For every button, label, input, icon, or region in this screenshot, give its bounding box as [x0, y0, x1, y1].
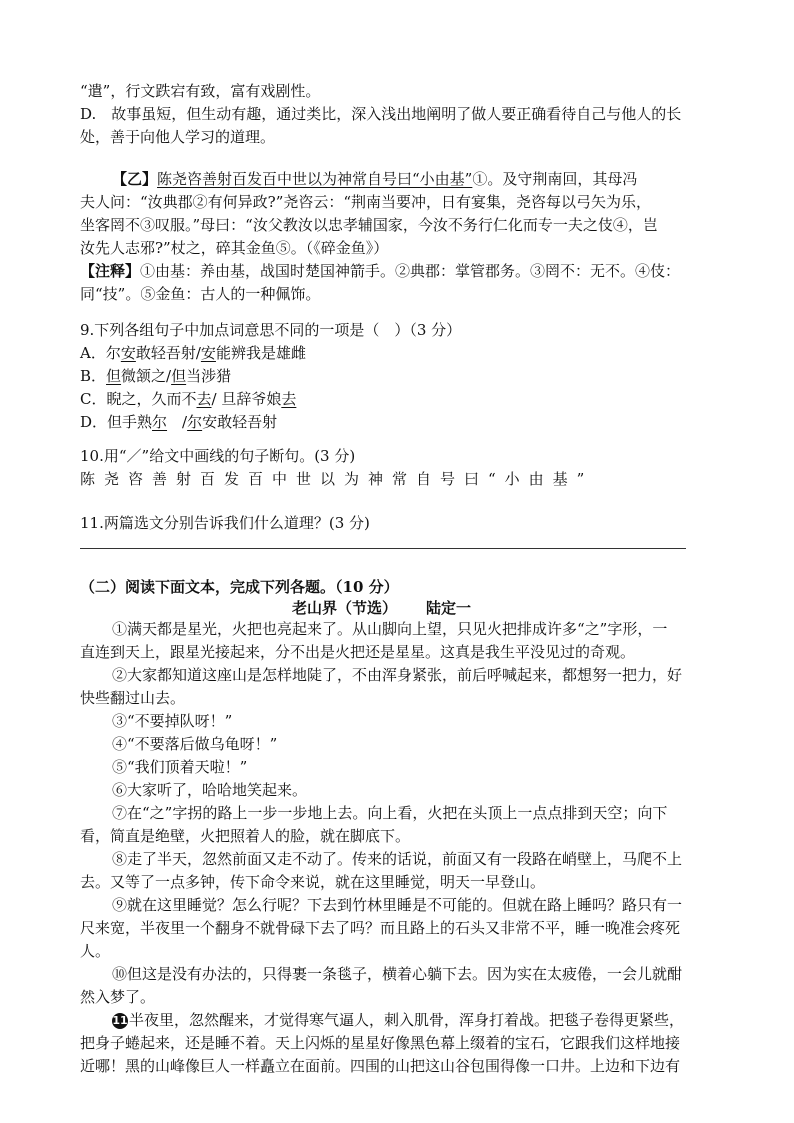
passage-yi-line1-rest: ①。及守荆南回，其母冯: [472, 170, 638, 188]
para10-line1: ⑩但这是没有办法的，只得裹一条毯子，横着心躺下去。因为实在太疲倦，一会儿就酣: [112, 965, 683, 983]
notes-label: 【注释】: [80, 262, 141, 280]
q9-d-text-mid: /: [167, 413, 188, 431]
para2-line1: ②大家都知道这座山是怎样地陡了，不由浑身紧张，前后呼喊起来，都想努一把力，好: [112, 666, 683, 684]
q11-stem: 11.两篇选文分别告诉我们什么道理？(3 分): [80, 514, 370, 532]
para1-line1: ①满天都是星光，火把也亮起来了。从山脚向上望，只见火把排成许多“之”字形，一: [112, 620, 668, 638]
passage-yi-line2: 夫人问：“汝典郡②有何异政?”尧咨云：“荆南当要冲，日有宴集，尧咨每以弓矢为乐，: [80, 193, 652, 211]
option-d-line1: D. 故事虽短，但生动有趣，通过类比，深入浅出地阐明了做人要正确看待自己与他人的长: [80, 105, 682, 123]
q9-b-marked-word: 但: [106, 367, 122, 385]
para8-line2: 去。又等了一点多钟，传下命令来说，就在这里睡觉，明天一早登山。: [80, 873, 546, 891]
passage-author: 陆定一: [426, 599, 472, 617]
passage-yi-line1: [112, 168, 637, 190]
q9-a-text: A．尔: [80, 344, 121, 362]
section2-heading: （二）阅读下面文本，完成下列各题。（10 分）: [80, 578, 399, 596]
q9-c-marked-word-2: 去: [281, 390, 297, 408]
q10-sentence: 陈尧咨善射百发百中世以为神常自号曰“小由基”: [80, 470, 594, 488]
para11-line1: [112, 1009, 684, 1031]
para9-line1: ⑨就在这里睡觉？怎么行呢？下去到竹林里睡是不可能的。但就在路上睡吗？路只有一: [112, 896, 683, 914]
notes-line1: [80, 260, 680, 282]
para8-line1: ⑧走了半天，忽然前面又走不动了。传来的话说，前面又有一段路在峭壁上，马爬不上: [112, 850, 683, 868]
para7-line2: 看，简直是绝壁，火把照着人的脸，就在脚底下。: [80, 827, 411, 845]
q9-a-text-mid: 敢轻吾射/: [135, 344, 201, 362]
passage-title: 老山界（节选）: [292, 599, 398, 617]
para1-line2: 直连到天上，跟星光接起来，分不出是火把还是星星。这真是我生平没见过的奇观。: [80, 643, 636, 661]
q9-option-c: [80, 388, 296, 410]
para11-line1-text: 半夜里，忽然醒来，才觉得寒气逼人，刺入肌骨，浑身打着战。把毯子卷得更紧些，: [129, 1011, 685, 1029]
para9-line3: 人。: [80, 942, 111, 960]
para4: ④“不要落后做乌龟呀！”: [112, 735, 278, 753]
passage-yi-label: 【乙】: [112, 170, 158, 188]
para5: ⑤“我们顶着天啦！”: [112, 758, 248, 776]
passage-yi-line4: 汝先人志邪?”杖之，碎其金鱼⑤。（《碎金鱼》）: [80, 239, 389, 257]
q9-d-marked-word: 尔: [152, 413, 168, 431]
q9-option-a: [80, 342, 306, 364]
notes-line1-text: ①由基：养由基，战国时楚国神箭手。②典郡：掌管郡务。③罔不：无不。④伎：: [140, 262, 681, 280]
q9-a-marked-word: 安: [120, 344, 136, 362]
notes-line2: 同“技”。⑤金鱼：古人的一种佩饰。: [80, 285, 321, 303]
q9-option-b: [80, 365, 231, 387]
q9-stem: 9.下列各组句子中加点词意思不同的一项是（ ）（3 分）: [80, 321, 462, 339]
q9-d-text: D．但手熟: [80, 413, 153, 431]
passage-yi-line3: 坐客罔不③叹服。”母曰：“汝父教汝以忠孝辅国家，今汝不务行仁化而专一夫之伎④，岂: [80, 216, 658, 234]
q9-d-text-end: 安敢轻吾射: [202, 413, 278, 431]
para11-line3: 近哪！黑的山峰像巨人一样矗立在面前。四围的山把这山谷包围得像一口井。上边和下边有: [80, 1057, 681, 1075]
q9-b-marked-word-2: 但: [171, 367, 187, 385]
option-d-line2: 处，善于向他人学习的道理。: [80, 128, 276, 146]
q9-b-text: B．: [80, 367, 107, 385]
para10-line2: 然入梦了。: [80, 988, 156, 1006]
q9-c-marked-word: 去: [196, 390, 212, 408]
para2-line2: 快些翻过山去。: [80, 689, 186, 707]
q9-b-text-mid: 微颔之/: [121, 367, 172, 385]
option-c-continuation: “遣”，行文跌宕有致，富有戏剧性。: [80, 82, 321, 100]
q9-b-text-end: 当涉猎: [186, 367, 232, 385]
q9-c-text: C．睨之，久而不: [80, 390, 197, 408]
para9-line2: 尺来宽，半夜里一个翻身不就骨碌下去了吗？而且路上的石头又非常不平，睡一晚准会疼死: [80, 919, 681, 937]
paragraph-number-11: 11: [112, 1014, 128, 1027]
q9-a-text-end: 能辨我是雄雌: [215, 344, 306, 362]
para3: ③“不要掉队呀！”: [112, 712, 233, 730]
q9-c-text-mid: / 旦辞爷娘: [211, 390, 282, 408]
answer-line: [80, 548, 686, 549]
q9-d-marked-word-2: 尔: [187, 413, 203, 431]
para6: ⑥大家听了，哈哈地笑起来。: [112, 781, 308, 799]
underlined-sentence: 陈尧咨善射百发百中世以为神常自号曰“小由基”: [157, 170, 473, 188]
para7-line1: ⑦在“之”字拐的路上一步一步地上去。向上看，火把在头顶上一点点排到天空；向下: [112, 804, 668, 822]
para11-line2: 把身子蜷起来，还是睡不着。天上闪烁的星星好像黑色幕上缀着的宝石，它跟我们这样地接: [80, 1034, 681, 1052]
q10-stem: 10.用“／”给文中画线的句子断句。(3 分): [80, 447, 356, 465]
q9-option-d: [80, 411, 277, 433]
q9-a-marked-word-2: 安: [200, 344, 216, 362]
